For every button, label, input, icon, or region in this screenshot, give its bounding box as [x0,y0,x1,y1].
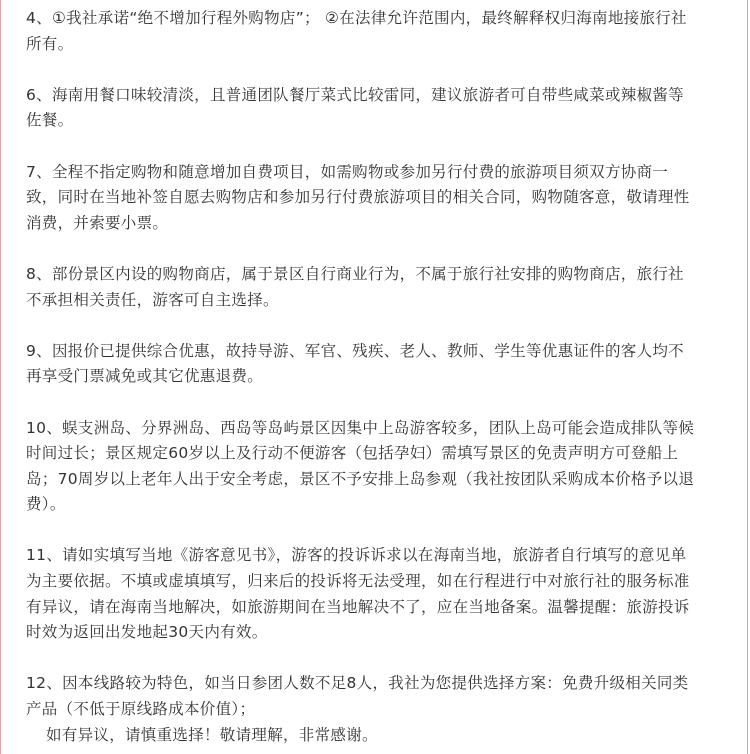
paragraph-item-11 [26,543,726,645]
paragraph-line: 8、部份景区内设的购物商店，属于景区自行商业行为，不属于旅行社安排的购物商店，旅行社 [26,264,684,283]
paragraph-item-8 [26,262,726,313]
paragraph-line: 4、①我社承诺“绝不增加行程外购物店”； ②在法律允许范围内，最终解释权归海南地接旅行社 [26,9,687,27]
paragraph-line: 时效为返回出发地起30天内有效。 [26,623,268,642]
paragraph-line: 致，同时在当地补签自愿去购物店和参加另行付费旅游项目的相关合同，购物随客意，敬请理性 [26,188,690,207]
paragraph-item-12 [26,671,726,748]
paragraph-line: 12、因本线路较为特色，如当日参团人数不足8人，我社为您提供选择方案：免费升级相关同类 [26,674,689,693]
paragraph-line: 6、海南用餐口味较清淡，且普通团队餐厅菜式比较雷同，建议旅游者可自带些咸菜或辣椒酱等 [26,85,684,104]
paragraph-line: 7、全程不指定购物和随意增加自费项目，如需购物或参加另行付费的旅游项目须双方协商一 [26,162,669,181]
paragraph-line: 所有。 [26,34,74,53]
paragraph-line: 岛；70周岁以上老年人出于安全考虑，景区不予安排上岛参观（我社按团队采购成本价格予以退 [26,469,695,488]
paragraph-item-10 [26,416,726,518]
document-content [26,6,726,748]
paragraph-line: 9、因报价已提供综合优惠，故持导游、军官、残疾、老人、教师、学生等优惠证件的客人均不 [26,341,684,360]
paragraph-line: 为主要依据。不填或虚填填写，归来后的投诉将无法受理，如在行程进行中对旅行社的服务标准 [26,572,690,591]
paragraph-line: 不承担相关责任，游客可自主选择。 [26,290,279,309]
paragraph-item-4 [26,6,726,57]
paragraph-line: 费）。 [26,495,66,514]
paragraph-line: 时间过长；景区规定60岁以上及行动不便游客（包括孕妇）需填写景区的免责声明方可登船上 [26,444,679,463]
paragraph-line: 11、请如实填写当地《游客意见书》，游客的投诉诉求以在海南当地，旅游者自行填写的意见单 [26,546,687,565]
paragraph-indented-line: 如有异议，请慎重选择！敬请理解，非常感谢。 [46,725,378,744]
paragraph-line: 再享受门票减免或其它优惠退费。 [26,367,264,386]
paragraph-line: 产品（不低于原线路成本价值）； [26,700,256,719]
paragraph-item-7 [26,160,726,237]
paragraph-item-9 [26,339,726,390]
paragraph-item-6 [26,83,726,134]
paragraph-line: 10、蜈支洲岛、分界洲岛、西岛等岛屿景区因集中上岛游客较多，团队上岛可能会造成排队等候 [26,418,695,437]
paragraph-line: 佐餐。 [26,111,74,130]
paragraph-line: 有异议，请在海南当地解决，如旅游期间在当地解决不了，应在当地备案。温馨提醒：旅游投诉 [26,597,690,616]
paragraph-line: 消费，并索要小票。 [26,213,169,232]
